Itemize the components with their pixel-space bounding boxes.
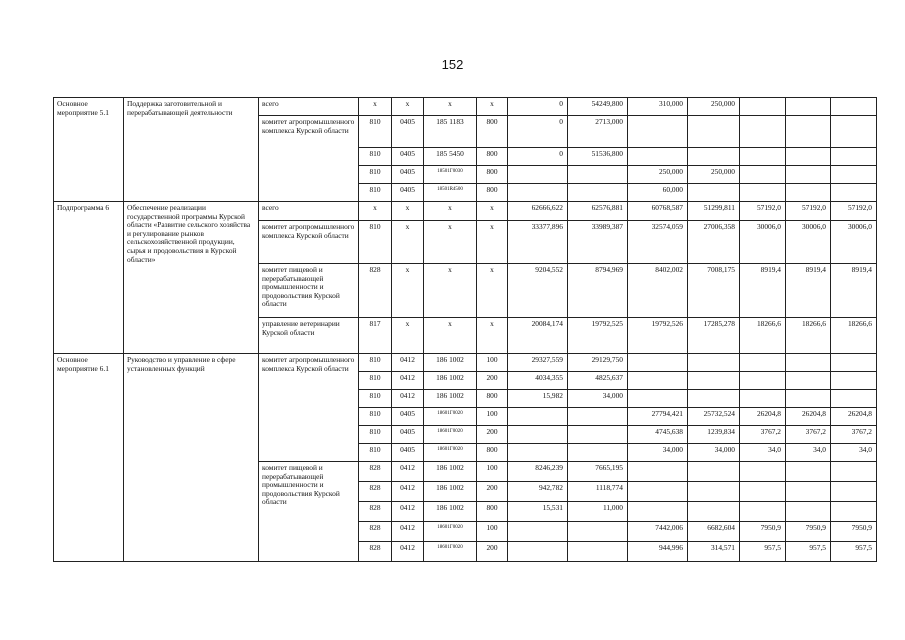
amount-cell bbox=[568, 444, 628, 462]
amount-cell: 33989,387 bbox=[568, 221, 628, 264]
vr-cell: 800 bbox=[477, 184, 508, 202]
amount-cell bbox=[688, 148, 740, 166]
amount-cell: 8794,969 bbox=[568, 264, 628, 318]
amount-cell bbox=[831, 462, 877, 482]
amount-cell: 34,0 bbox=[831, 444, 877, 462]
amount-cell bbox=[568, 166, 628, 184]
executor-cell: комитет агропромышленного комплекса Курской области bbox=[259, 354, 359, 462]
amount-cell bbox=[786, 166, 831, 184]
rzpr-cell: х bbox=[392, 202, 424, 221]
grbs-cell: х bbox=[359, 98, 392, 116]
amount-cell: 8402,002 bbox=[628, 264, 688, 318]
amount-cell bbox=[831, 390, 877, 408]
rzpr-cell: 0412 bbox=[392, 482, 424, 502]
amount-cell: 1239,834 bbox=[688, 426, 740, 444]
amount-cell bbox=[628, 462, 688, 482]
amount-cell: 19792,525 bbox=[568, 318, 628, 354]
csr-cell: 185 5450 bbox=[424, 148, 477, 166]
amount-cell bbox=[831, 482, 877, 502]
amount-cell: 34,0 bbox=[786, 444, 831, 462]
grbs-cell: 810 bbox=[359, 184, 392, 202]
amount-cell bbox=[786, 184, 831, 202]
csr-cell: 186 1002 bbox=[424, 462, 477, 482]
csr-cell: 18601Г0020 bbox=[424, 542, 477, 562]
amount-cell bbox=[831, 184, 877, 202]
amount-cell bbox=[786, 98, 831, 116]
executor-cell: комитет пищевой и перерабатывающей промышленности и продовольствия Курской области bbox=[259, 264, 359, 318]
vr-cell: 800 bbox=[477, 502, 508, 522]
amount-cell bbox=[740, 390, 786, 408]
grbs-cell: 810 bbox=[359, 166, 392, 184]
grbs-cell: 828 bbox=[359, 264, 392, 318]
amount-cell: 3767,2 bbox=[831, 426, 877, 444]
vr-cell: 100 bbox=[477, 462, 508, 482]
amount-cell bbox=[786, 462, 831, 482]
vr-cell: х bbox=[477, 264, 508, 318]
amount-cell: 60,000 bbox=[628, 184, 688, 202]
amount-cell: 250,000 bbox=[688, 98, 740, 116]
amount-cell bbox=[568, 542, 628, 562]
csr-cell: х bbox=[424, 221, 477, 264]
rzpr-cell: 0412 bbox=[392, 390, 424, 408]
vr-cell: 800 bbox=[477, 444, 508, 462]
amount-cell bbox=[628, 502, 688, 522]
amount-cell bbox=[688, 184, 740, 202]
grbs-cell: 810 bbox=[359, 426, 392, 444]
amount-cell: 33377,896 bbox=[508, 221, 568, 264]
amount-cell bbox=[508, 408, 568, 426]
amount-cell bbox=[688, 390, 740, 408]
amount-cell: 25732,524 bbox=[688, 408, 740, 426]
amount-cell: 51536,800 bbox=[568, 148, 628, 166]
amount-cell: 18266,6 bbox=[831, 318, 877, 354]
amount-cell bbox=[786, 116, 831, 148]
vr-cell: х bbox=[477, 202, 508, 221]
name-cell: Обеспечение реализации государственной программы Курской области «Развитие сельского хозяйства и регулирование рынков сельскохозяйственной продукции, сырья и продовольствия в Курской области» bbox=[124, 202, 259, 354]
amount-cell bbox=[628, 372, 688, 390]
csr-cell: 186 1002 bbox=[424, 482, 477, 502]
amount-cell bbox=[831, 116, 877, 148]
table-row bbox=[54, 202, 877, 221]
amount-cell: 6682,604 bbox=[688, 522, 740, 542]
amount-cell bbox=[740, 116, 786, 148]
amount-cell: 8246,239 bbox=[508, 462, 568, 482]
amount-cell bbox=[568, 184, 628, 202]
status-cell: Основное мероприятие 5.1 bbox=[54, 98, 124, 202]
vr-cell: 100 bbox=[477, 522, 508, 542]
grbs-cell: 828 bbox=[359, 502, 392, 522]
executor-cell: всего bbox=[259, 202, 359, 221]
table-body bbox=[54, 98, 877, 562]
amount-cell bbox=[740, 184, 786, 202]
vr-cell: 100 bbox=[477, 408, 508, 426]
rzpr-cell: х bbox=[392, 264, 424, 318]
amount-cell bbox=[628, 482, 688, 502]
amount-cell bbox=[508, 542, 568, 562]
grbs-cell: 828 bbox=[359, 522, 392, 542]
rzpr-cell: 0412 bbox=[392, 462, 424, 482]
grbs-cell: 810 bbox=[359, 354, 392, 372]
amount-cell: 29129,750 bbox=[568, 354, 628, 372]
amount-cell: 54249,800 bbox=[568, 98, 628, 116]
rzpr-cell: 0412 bbox=[392, 542, 424, 562]
amount-cell: 7950,9 bbox=[786, 522, 831, 542]
vr-cell: 200 bbox=[477, 482, 508, 502]
rzpr-cell: 0412 bbox=[392, 522, 424, 542]
amount-cell: 27794,421 bbox=[628, 408, 688, 426]
amount-cell bbox=[786, 148, 831, 166]
grbs-cell: 828 bbox=[359, 542, 392, 562]
amount-cell: 8919,4 bbox=[786, 264, 831, 318]
budget-table bbox=[53, 97, 877, 562]
amount-cell bbox=[786, 354, 831, 372]
amount-cell: 60768,587 bbox=[628, 202, 688, 221]
rzpr-cell: 0405 bbox=[392, 184, 424, 202]
csr-cell: х bbox=[424, 318, 477, 354]
amount-cell: 310,000 bbox=[628, 98, 688, 116]
amount-cell: 0 bbox=[508, 148, 568, 166]
amount-cell: 26204,8 bbox=[740, 408, 786, 426]
amount-cell bbox=[740, 354, 786, 372]
amount-cell bbox=[688, 462, 740, 482]
grbs-cell: 810 bbox=[359, 221, 392, 264]
amount-cell bbox=[831, 148, 877, 166]
vr-cell: 100 bbox=[477, 354, 508, 372]
amount-cell bbox=[628, 354, 688, 372]
grbs-cell: 810 bbox=[359, 390, 392, 408]
amount-cell: 250,000 bbox=[688, 166, 740, 184]
executor-cell: комитет агропромышленного комплекса Курской области bbox=[259, 221, 359, 264]
amount-cell: 4745,638 bbox=[628, 426, 688, 444]
amount-cell bbox=[831, 354, 877, 372]
amount-cell bbox=[740, 98, 786, 116]
amount-cell bbox=[740, 148, 786, 166]
csr-cell: 18601Г0020 bbox=[424, 444, 477, 462]
amount-cell bbox=[688, 482, 740, 502]
amount-cell: 18266,6 bbox=[740, 318, 786, 354]
amount-cell: 26204,8 bbox=[786, 408, 831, 426]
csr-cell: 186 1002 bbox=[424, 390, 477, 408]
amount-cell: 11,000 bbox=[568, 502, 628, 522]
amount-cell bbox=[786, 390, 831, 408]
csr-cell: х bbox=[424, 98, 477, 116]
amount-cell: 3767,2 bbox=[740, 426, 786, 444]
vr-cell: 200 bbox=[477, 372, 508, 390]
rzpr-cell: 0405 bbox=[392, 444, 424, 462]
amount-cell: 57192,0 bbox=[740, 202, 786, 221]
grbs-cell: 828 bbox=[359, 482, 392, 502]
amount-cell: 4825,637 bbox=[568, 372, 628, 390]
amount-cell: 19792,526 bbox=[628, 318, 688, 354]
amount-cell: 9204,552 bbox=[508, 264, 568, 318]
status-cell: Основное мероприятие 6.1 bbox=[54, 354, 124, 562]
status-cell: Подпрограмма 6 bbox=[54, 202, 124, 354]
rzpr-cell: х bbox=[392, 318, 424, 354]
name-cell: Поддержка заготовительной и перерабатывающей деятельности bbox=[124, 98, 259, 202]
vr-cell: 800 bbox=[477, 390, 508, 408]
csr-cell: 18501Г0030 bbox=[424, 166, 477, 184]
page-number: 152 bbox=[441, 57, 464, 72]
amount-cell: 0 bbox=[508, 116, 568, 148]
amount-cell bbox=[740, 462, 786, 482]
grbs-cell: х bbox=[359, 202, 392, 221]
amount-cell: 26204,8 bbox=[831, 408, 877, 426]
amount-cell bbox=[628, 148, 688, 166]
amount-cell: 34,000 bbox=[688, 444, 740, 462]
grbs-cell: 810 bbox=[359, 444, 392, 462]
amount-cell: 34,000 bbox=[628, 444, 688, 462]
rzpr-cell: 0412 bbox=[392, 354, 424, 372]
amount-cell: 957,5 bbox=[740, 542, 786, 562]
amount-cell: 314,571 bbox=[688, 542, 740, 562]
amount-cell: 3767,2 bbox=[786, 426, 831, 444]
amount-cell bbox=[831, 166, 877, 184]
vr-cell: 800 bbox=[477, 116, 508, 148]
amount-cell bbox=[628, 390, 688, 408]
amount-cell bbox=[740, 166, 786, 184]
amount-cell: 7950,9 bbox=[740, 522, 786, 542]
vr-cell: х bbox=[477, 318, 508, 354]
amount-cell: 8919,4 bbox=[740, 264, 786, 318]
amount-cell: 34,000 bbox=[568, 390, 628, 408]
amount-cell: 15,982 bbox=[508, 390, 568, 408]
amount-cell: 51299,811 bbox=[688, 202, 740, 221]
amount-cell bbox=[508, 184, 568, 202]
amount-cell: 7008,175 bbox=[688, 264, 740, 318]
amount-cell bbox=[688, 502, 740, 522]
vr-cell: 200 bbox=[477, 426, 508, 444]
rzpr-cell: 0405 bbox=[392, 426, 424, 444]
name-cell: Руководство и управление в сфере установленных функций bbox=[124, 354, 259, 562]
amount-cell bbox=[568, 522, 628, 542]
vr-cell: х bbox=[477, 98, 508, 116]
amount-cell: 2713,000 bbox=[568, 116, 628, 148]
vr-cell: 800 bbox=[477, 148, 508, 166]
vr-cell: 800 bbox=[477, 166, 508, 184]
amount-cell: 7665,195 bbox=[568, 462, 628, 482]
grbs-cell: 810 bbox=[359, 148, 392, 166]
table-row bbox=[54, 98, 877, 116]
amount-cell: 57192,0 bbox=[786, 202, 831, 221]
amount-cell: 62576,881 bbox=[568, 202, 628, 221]
vr-cell: 200 bbox=[477, 542, 508, 562]
grbs-cell: 810 bbox=[359, 372, 392, 390]
amount-cell bbox=[831, 502, 877, 522]
amount-cell: 15,531 bbox=[508, 502, 568, 522]
executor-cell: комитет пищевой и перерабатывающей промышленности и продовольствия Курской области bbox=[259, 462, 359, 562]
amount-cell bbox=[786, 502, 831, 522]
amount-cell: 57192,0 bbox=[831, 202, 877, 221]
vr-cell: х bbox=[477, 221, 508, 264]
amount-cell bbox=[568, 426, 628, 444]
amount-cell: 8919,4 bbox=[831, 264, 877, 318]
amount-cell: 17285,278 bbox=[688, 318, 740, 354]
amount-cell bbox=[508, 444, 568, 462]
csr-cell: 18501R4500 bbox=[424, 184, 477, 202]
amount-cell bbox=[786, 482, 831, 502]
csr-cell: х bbox=[424, 264, 477, 318]
amount-cell bbox=[508, 166, 568, 184]
rzpr-cell: х bbox=[392, 221, 424, 264]
rzpr-cell: 0412 bbox=[392, 502, 424, 522]
amount-cell: 62666,622 bbox=[508, 202, 568, 221]
csr-cell: 18601Г0020 bbox=[424, 426, 477, 444]
csr-cell: 185 1183 bbox=[424, 116, 477, 148]
amount-cell bbox=[628, 116, 688, 148]
amount-cell: 7950,9 bbox=[831, 522, 877, 542]
amount-cell: 18266,6 bbox=[786, 318, 831, 354]
grbs-cell: 828 bbox=[359, 462, 392, 482]
amount-cell: 942,782 bbox=[508, 482, 568, 502]
amount-cell: 957,5 bbox=[786, 542, 831, 562]
amount-cell: 957,5 bbox=[831, 542, 877, 562]
csr-cell: 18601Г0020 bbox=[424, 522, 477, 542]
amount-cell: 30006,0 bbox=[831, 221, 877, 264]
executor-cell: всего bbox=[259, 98, 359, 116]
rzpr-cell: 0405 bbox=[392, 408, 424, 426]
amount-cell: 20084,174 bbox=[508, 318, 568, 354]
amount-cell bbox=[508, 522, 568, 542]
rzpr-cell: 0412 bbox=[392, 372, 424, 390]
amount-cell bbox=[568, 408, 628, 426]
grbs-cell: 810 bbox=[359, 408, 392, 426]
amount-cell bbox=[740, 502, 786, 522]
grbs-cell: 810 bbox=[359, 116, 392, 148]
amount-cell bbox=[688, 354, 740, 372]
csr-cell: 186 1002 bbox=[424, 372, 477, 390]
amount-cell bbox=[831, 372, 877, 390]
amount-cell bbox=[831, 98, 877, 116]
csr-cell: 186 1002 bbox=[424, 502, 477, 522]
amount-cell: 7442,006 bbox=[628, 522, 688, 542]
amount-cell: 30006,0 bbox=[740, 221, 786, 264]
amount-cell: 29327,559 bbox=[508, 354, 568, 372]
amount-cell bbox=[740, 482, 786, 502]
executor-cell: комитет агропромышленного комплекса Курской области bbox=[259, 116, 359, 202]
executor-cell: управление ветеринарии Курской области bbox=[259, 318, 359, 354]
amount-cell: 30006,0 bbox=[786, 221, 831, 264]
amount-cell: 0 bbox=[508, 98, 568, 116]
amount-cell: 32574,059 bbox=[628, 221, 688, 264]
csr-cell: х bbox=[424, 202, 477, 221]
amount-cell bbox=[786, 372, 831, 390]
amount-cell: 34,0 bbox=[740, 444, 786, 462]
amount-cell: 1118,774 bbox=[568, 482, 628, 502]
rzpr-cell: 0405 bbox=[392, 166, 424, 184]
amount-cell bbox=[508, 426, 568, 444]
table-row bbox=[54, 354, 877, 372]
rzpr-cell: 0405 bbox=[392, 148, 424, 166]
amount-cell: 250,000 bbox=[628, 166, 688, 184]
amount-cell: 944,996 bbox=[628, 542, 688, 562]
amount-cell bbox=[740, 372, 786, 390]
csr-cell: 186 1002 bbox=[424, 354, 477, 372]
amount-cell: 4034,355 bbox=[508, 372, 568, 390]
amount-cell bbox=[688, 372, 740, 390]
grbs-cell: 817 bbox=[359, 318, 392, 354]
amount-cell bbox=[688, 116, 740, 148]
rzpr-cell: 0405 bbox=[392, 116, 424, 148]
rzpr-cell: х bbox=[392, 98, 424, 116]
amount-cell: 27006,358 bbox=[688, 221, 740, 264]
csr-cell: 18601Г0020 bbox=[424, 408, 477, 426]
